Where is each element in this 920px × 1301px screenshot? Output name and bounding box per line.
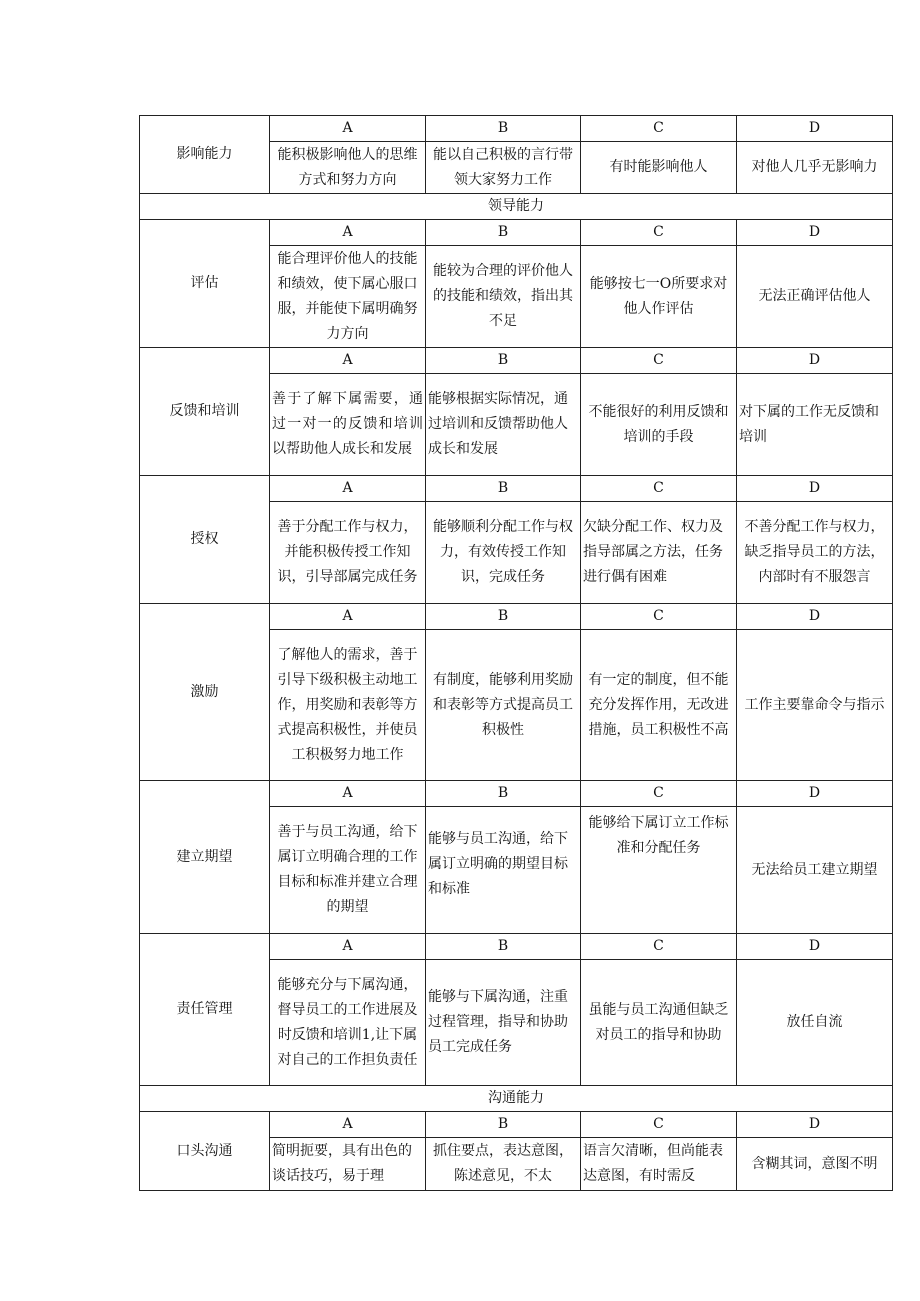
grade-c-description: 虽能与员工沟通但缺乏对员工的指导和协助	[581, 960, 737, 1086]
grade-c-header: C	[581, 116, 737, 142]
grade-d-description: 无法给员工建立期望	[737, 807, 893, 934]
grade-c-header: C	[581, 934, 737, 960]
category-cell: 激励	[140, 604, 270, 781]
category-cell: 反馈和培训	[140, 348, 270, 476]
grade-b-description: 能较为合理的评价他人的技能和绩效，指出其不足	[426, 246, 581, 348]
grade-d-description: 工作主要靠命令与指示	[737, 630, 893, 781]
grade-b-description: 能够与下属沟通，注重过程管理，指导和协助员工完成任务	[426, 960, 581, 1086]
grade-b-header: B	[426, 476, 581, 502]
grade-d-description: 放任自流	[737, 960, 893, 1086]
grade-d-header: D	[737, 220, 893, 246]
grade-header-row	[140, 604, 893, 630]
category-cell: 影响能力	[140, 116, 270, 194]
grade-header-row	[140, 220, 893, 246]
grade-b-description: 能够与员工沟通，给下属订立明确的期望目标和标准	[426, 807, 581, 934]
grade-d-header: D	[737, 1112, 893, 1138]
grade-b-description: 抓住要点，表达意图，陈述意见，不太	[426, 1138, 581, 1191]
grade-a-description: 善于了解下属需要，通过一对一的反馈和培训以帮助他人成长和发展	[270, 374, 426, 476]
grade-a-header: A	[270, 220, 426, 246]
grade-b-description: 能够顺利分配工作与权力，有效传授工作知识，完成任务	[426, 502, 581, 604]
grade-d-header: D	[737, 781, 893, 807]
grade-c-header: C	[581, 220, 737, 246]
grade-a-header: A	[270, 1112, 426, 1138]
grade-header-row	[140, 781, 893, 807]
grade-header-row	[140, 476, 893, 502]
grade-b-description: 能以自己积极的言行带领大家努力工作	[426, 142, 581, 194]
grade-d-header: D	[737, 934, 893, 960]
grade-d-header: D	[737, 476, 893, 502]
grade-a-header: A	[270, 116, 426, 142]
grade-header-row	[140, 1112, 893, 1138]
grade-d-header: D	[737, 116, 893, 142]
grade-d-description: 对他人几乎无影响力	[737, 142, 893, 194]
grade-c-description: 语言欠清晰，但尚能表达意图，有时需反	[581, 1138, 737, 1191]
grade-d-description: 无法正确评估他人	[737, 246, 893, 348]
grade-a-description: 了解他人的需求，善于引导下级积极主动地工作，用奖励和表彰等方式提高积极性，并使员工积极努力地工作	[270, 630, 426, 781]
grade-header-row	[140, 116, 893, 142]
grade-b-header: B	[426, 220, 581, 246]
grade-header-row	[140, 934, 893, 960]
category-cell: 建立期望	[140, 781, 270, 934]
grade-d-header: D	[737, 348, 893, 374]
section-title-leadership: 领导能力	[140, 194, 893, 220]
grade-c-header: C	[581, 348, 737, 374]
grade-c-description: 欠缺分配工作、权力及指导部属之方法，任务进行偶有困难	[581, 502, 737, 604]
section-row	[140, 194, 893, 220]
grade-a-header: A	[270, 604, 426, 630]
grade-d-description: 对下属的工作无反馈和培训	[737, 374, 893, 476]
grade-b-description: 有制度，能够利用奖励和表彰等方式提高员工积极性	[426, 630, 581, 781]
category-cell: 授权	[140, 476, 270, 604]
grade-d-description: 含糊其词，意图不明	[737, 1138, 893, 1191]
grade-c-description: 能够按七一O所要求对他人作评估	[581, 246, 737, 348]
grade-a-header: A	[270, 781, 426, 807]
grade-b-header: B	[426, 934, 581, 960]
grade-b-header: B	[426, 604, 581, 630]
grade-a-description: 简明扼要，具有出色的谈话技巧，易于理	[270, 1138, 426, 1191]
grade-c-header: C	[581, 1112, 737, 1138]
grade-c-header: C	[581, 604, 737, 630]
grade-b-header: B	[426, 348, 581, 374]
grade-c-description: 能够给下属订立工作标准和分配任务	[581, 807, 737, 934]
grade-a-description: 能够充分与下属沟通，督导员工的工作进展及时反馈和培训1,让下属对自己的工作担负责任	[270, 960, 426, 1086]
section-row	[140, 1086, 893, 1112]
grade-c-description: 有一定的制度，但不能充分发挥作用，无改进措施，员工积极性不高	[581, 630, 737, 781]
grade-c-header: C	[581, 781, 737, 807]
grade-c-description: 不能很好的利用反馈和培训的手段	[581, 374, 737, 476]
grade-header-row	[140, 348, 893, 374]
grade-a-header: A	[270, 476, 426, 502]
category-cell: 口头沟通	[140, 1112, 270, 1191]
section-title-communication: 沟通能力	[140, 1086, 893, 1112]
grade-a-description: 能合理评价他人的技能和绩效，使下属心服口服，并能使下属明确努力方向	[270, 246, 426, 348]
category-cell: 评估	[140, 220, 270, 348]
grade-b-header: B	[426, 116, 581, 142]
grade-a-description: 能积极影响他人的思维方式和努力方向	[270, 142, 426, 194]
grade-d-header: D	[737, 604, 893, 630]
grade-b-header: B	[426, 781, 581, 807]
category-cell: 责任管理	[140, 934, 270, 1086]
grade-d-description: 不善分配工作与权力，缺乏指导员工的方法，内部时有不服怨言	[737, 502, 893, 604]
grade-a-header: A	[270, 934, 426, 960]
grade-a-description: 善于分配工作与权力，并能积极传授工作知识，引导部属完成任务	[270, 502, 426, 604]
competency-rating-table	[139, 115, 893, 1191]
grade-a-description: 善于与员工沟通，给下属订立明确合理的工作目标和标准并建立合理的期望	[270, 807, 426, 934]
grade-c-description: 有时能影响他人	[581, 142, 737, 194]
grade-c-header: C	[581, 476, 737, 502]
grade-b-header: B	[426, 1112, 581, 1138]
grade-a-header: A	[270, 348, 426, 374]
grade-b-description: 能够根据实际情况，通过培训和反馈帮助他人成长和发展	[426, 374, 581, 476]
